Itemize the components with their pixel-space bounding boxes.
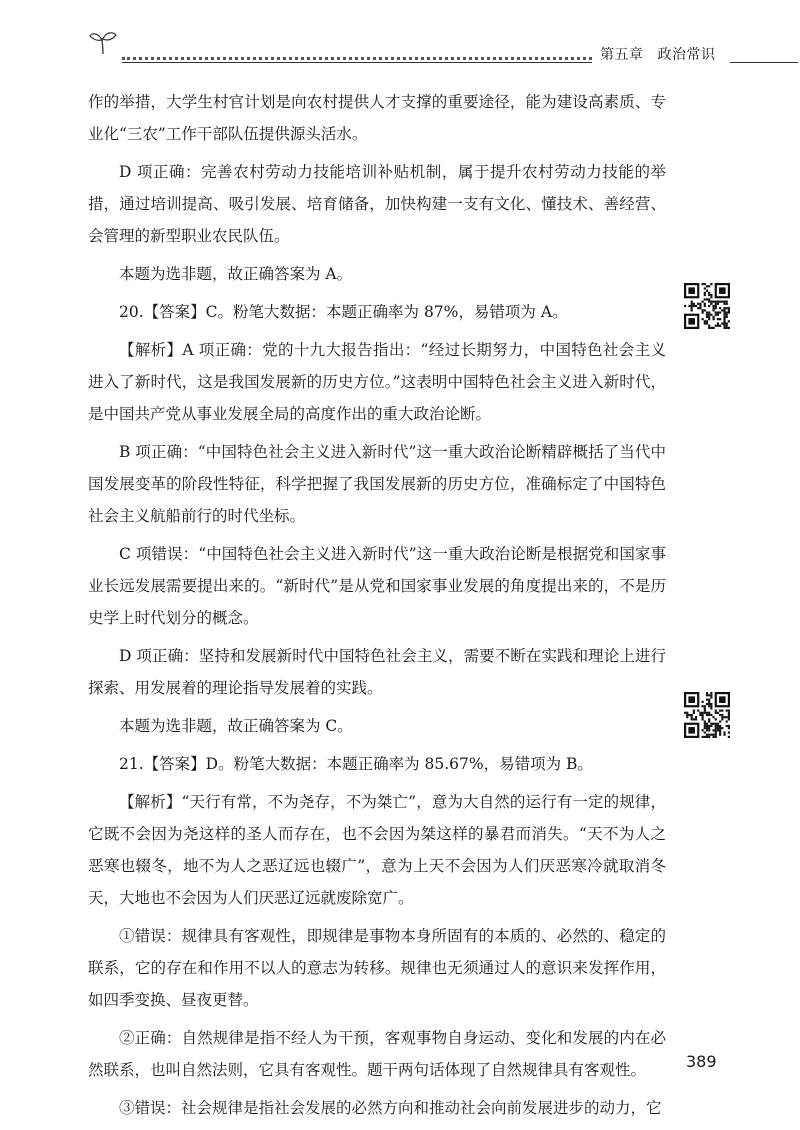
paragraph: 作的举措，大学生村官计划是向农村提供人才支撑的重要途径，能为建设高素质、专业化“三农”工作干部队伍提供源头活水。 bbox=[88, 93, 666, 143]
answer-20: 20.【答案】C。粉笔大数据：本题正确率为 87%，易错项为 A。 bbox=[119, 303, 568, 321]
paragraph: C 项错误：“中国特色社会主义进入新时代”这一重大政治论断是根据党和国家事业长远发展需要提出来的。“新时代”是从党和国家事业发展的角度提出来的，不是历史学上时代划分的概念。 bbox=[88, 545, 666, 627]
page-body bbox=[88, 86, 666, 1130]
header-rule-right bbox=[730, 62, 798, 63]
section-label: 政治常识 bbox=[657, 47, 716, 63]
header-rule bbox=[122, 62, 592, 63]
paragraph: ①错误：规律具有客观性，即规律是事物本身所固有的本质的、必然的、稳定的联系，它的存在和作用不以人的意志为转移。规律也无须通过人的意识来发挥作用，如四季变换、昼夜更替。 bbox=[88, 927, 666, 1009]
paragraph: 【解析】A 项正确：党的十九大报告指出：“经过长期努力，中国特色社会主义进入了新时代，这是我国发展新的历史方位。”这表明中国特色社会主义进入新时代，是中国共产党从事业发展全局的高度作出的重大政治论断。 bbox=[88, 341, 666, 423]
paragraph: ②正确：自然规律是指不经人为干预，客观事物自身运动、变化和发展的内在必然联系，也叫自然法则，它具有客观性。题干两句话体现了自然规律具有客观性。 bbox=[88, 1029, 666, 1079]
paragraph: 【解析】“天行有常，不为尧存，不为桀亡”，意为大自然的运行有一定的规律，它既不会因为尧这样的圣人而存在，也不会因为桀这样的暴君而消失。“天不为人之恶寒也辍冬，地不为人之恶辽远也辍广”，意为上天不会因为人们厌恶寒冷就取消冬天，大地也不会因为人们厌恶辽远就废除宽广。 bbox=[88, 793, 666, 907]
paragraph: D 项正确：坚持和发展新时代中国特色社会主义，需要不断在实践和理论上进行探索、用发展着的理论指导发展着的实践。 bbox=[88, 647, 666, 697]
running-head bbox=[600, 44, 716, 64]
header-dotted-line bbox=[122, 57, 592, 60]
page-header bbox=[0, 0, 800, 75]
paragraph: D 项正确：完善农村劳动力技能培训补贴机制，属于提升农村劳动力技能的举措，通过培训提高、吸引发展、培育储备，加快构建一支有文化、懂技术、善经营、会管理的新型职业农民队伍。 bbox=[88, 163, 666, 245]
paragraph: 本题为选非题，故正确答案为 C。 bbox=[119, 717, 353, 735]
paragraph: B 项正确：“中国特色社会主义进入新时代”这一重大政治论断精辟概括了当代中国发展变革的阶段性特征，科学把握了我国发展新的历史方位，准确标定了中国特色社会主义航船前行的时代坐标。 bbox=[88, 443, 666, 525]
page-number: 389 bbox=[686, 1052, 717, 1071]
qr-code-icon[interactable] bbox=[684, 283, 730, 329]
answer-21: 21.【答案】D。粉笔大数据：本题正确率为 85.67%，易错项为 B。 bbox=[119, 755, 593, 773]
paragraph: 本题为选非题，故正确答案为 A。 bbox=[119, 265, 353, 283]
qr-code-icon[interactable] bbox=[684, 692, 730, 738]
paragraph: ③错误：社会规律是指社会发展的必然方向和推动社会向前发展进步的动力，它 bbox=[119, 1099, 662, 1117]
sprout-leaf-icon bbox=[88, 30, 118, 56]
chapter-label: 第五章 bbox=[600, 47, 644, 63]
